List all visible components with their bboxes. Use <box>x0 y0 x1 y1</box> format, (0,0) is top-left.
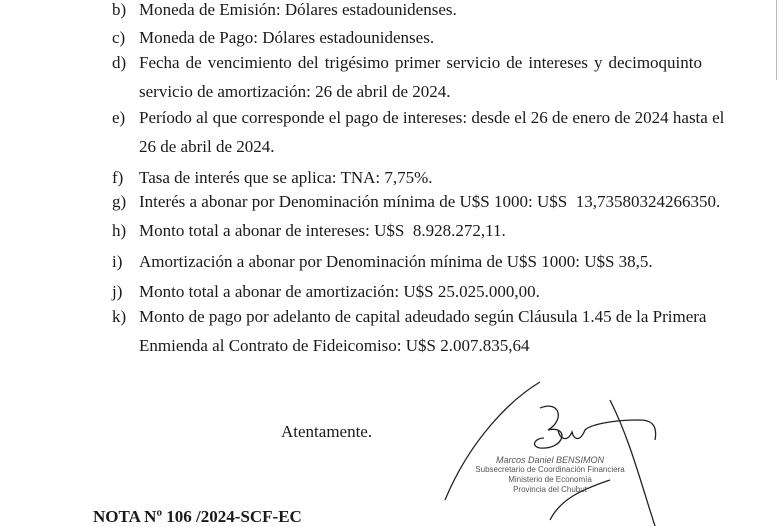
list-item-e <box>112 107 725 158</box>
stamp-province: Provincia del Chubut <box>513 485 587 494</box>
page-edge-line <box>776 0 777 80</box>
item-label: c) <box>112 28 126 47</box>
list-item-d <box>112 52 702 103</box>
item-text: Monto de pago por adelanto de capital adeudado según Cláusula 1.45 de la Primera <box>139 307 707 326</box>
stamp-title: Subsecretario de Coordinación Financiera <box>475 465 625 474</box>
item-text: Monto total a abonar de amortización: U$S 25.025.000,00. <box>139 282 540 301</box>
item-label: d) <box>112 53 127 72</box>
item-text: Tasa de interés que se aplica: TNA: 7,75%. <box>139 168 433 187</box>
stamp-name: Marcos Daniel BENSIMON <box>495 455 605 465</box>
item-label: b) <box>112 0 127 19</box>
item-text-continued: 26 de abril de 2024. <box>139 137 275 156</box>
item-text: Moneda de Emisión: Dólares estadounidenses. <box>139 0 457 19</box>
list-item-i <box>112 251 702 273</box>
item-label: e) <box>112 108 126 127</box>
item-text-continued: Enmienda al Contrato de Fideicomiso: U$S 2.007.835,64 <box>139 336 530 355</box>
list-item-g <box>112 191 721 213</box>
closing-text: Atentamente. <box>281 422 373 441</box>
item-text: Período al que corresponde el pago de intereses: desde el 26 de enero de 2024 hasta el <box>139 108 725 127</box>
item-text: Monto total a abonar de intereses: U$S 8.928.272,11. <box>139 221 506 240</box>
item-label: k) <box>112 307 127 326</box>
official-stamp <box>470 455 630 495</box>
item-label: j) <box>112 282 123 301</box>
item-text-continued: servicio de amortización: 26 de abril de 2024. <box>139 82 451 101</box>
item-label: h) <box>112 221 127 240</box>
list-item-b <box>112 0 702 21</box>
item-label: f) <box>112 168 124 187</box>
item-text: Fecha de vencimiento del trigésimo primer servicio de intereses y decimoquinto <box>139 53 702 72</box>
item-label: i) <box>112 252 123 271</box>
item-text: Amortización a abonar por Denominación mínima de U$S 1000: U$S 38,5. <box>139 252 653 271</box>
list-item-f <box>112 167 702 189</box>
list-item-h <box>112 220 702 242</box>
item-text: Interés a abonar por Denominación mínima de U$S 1000: U$S 13,73580324266350. <box>139 192 721 211</box>
handwritten-signature <box>440 380 660 526</box>
list-item-j <box>112 281 702 303</box>
stamp-ministry: Ministerio de Economía <box>508 475 592 484</box>
list-item-k <box>112 306 707 357</box>
item-text: Moneda de Pago: Dólares estadounidenses. <box>139 28 435 47</box>
item-label: g) <box>112 192 127 211</box>
note-number: NOTA Nº 106 /2024-SCF-EC <box>93 507 302 526</box>
list-item-c <box>112 27 702 49</box>
